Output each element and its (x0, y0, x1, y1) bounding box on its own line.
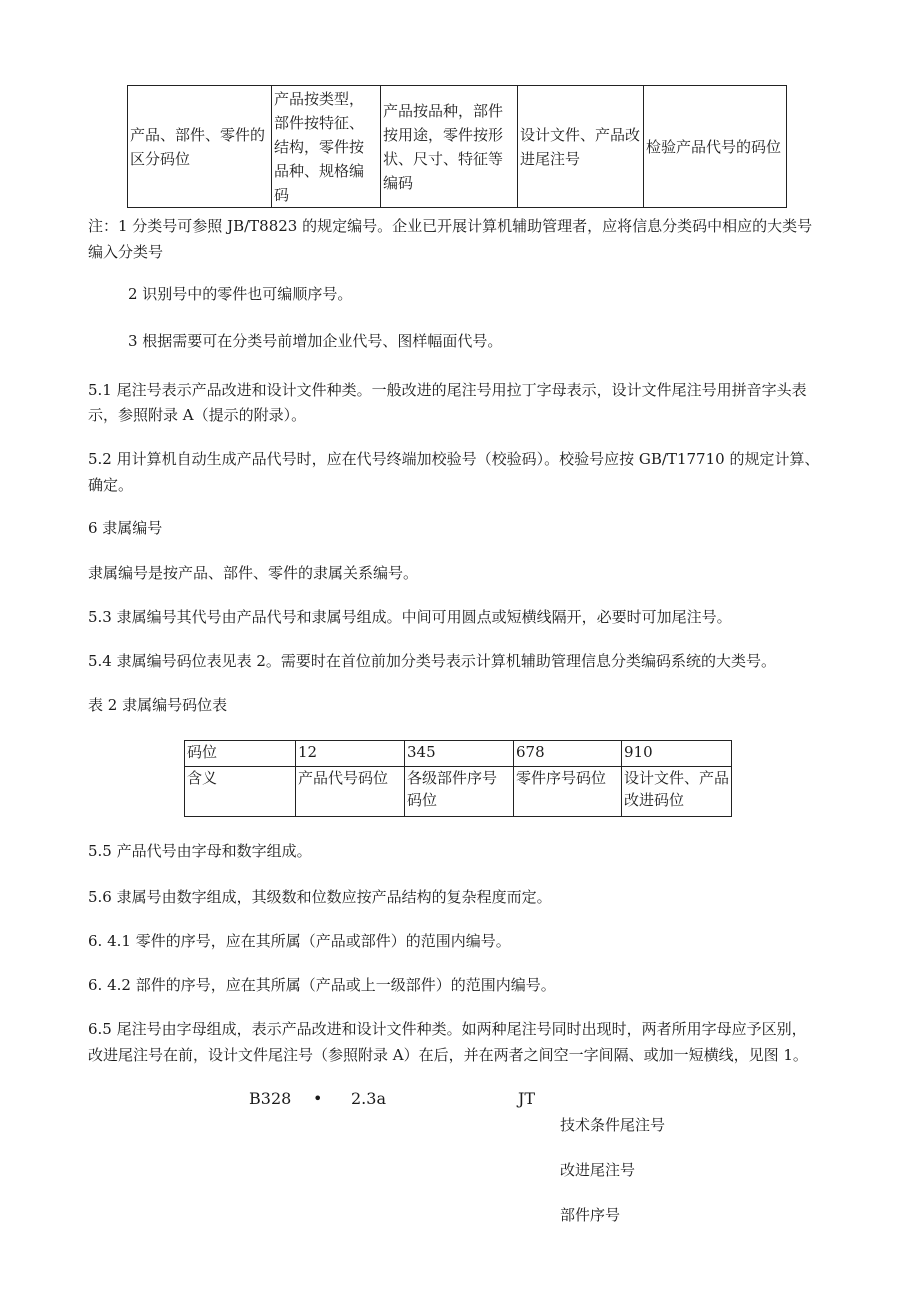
table2-cell: 含义 (185, 767, 296, 817)
note-2: 2 识别号中的零件也可编顺序号。 (128, 285, 353, 303)
para-6-4-2: 6. 4.2 部件的序号，应在其所属（产品或上一级部件）的范围内编号。 (88, 976, 556, 994)
table2-cell: 零件序号码位 (514, 767, 622, 817)
para-5-1-line-1: 5.1 尾注号表示产品改进和设计文件种类。一般改进的尾注号用拉丁字母表示，设计文件尾注号用拼音字头表 (88, 381, 807, 399)
section-6-heading: 6 隶属编号 (88, 519, 163, 537)
note-1-line-2: 编入分类号 (88, 243, 164, 261)
table2-cell: 各级部件序号码位 (405, 767, 514, 817)
table1-cell-4: 设计文件、产品改进尾注号 (518, 86, 644, 208)
para-6-4-1: 6. 4.1 零件的序号，应在其所属（产品或部件）的范围内编号。 (88, 932, 511, 950)
figure-code-suffix: JT (518, 1089, 536, 1108)
table2-header-cell: 码位 (185, 741, 296, 767)
table2-cell: 设计文件、产品改进码位 (622, 767, 732, 817)
table-2-caption: 表 2 隶属编号码位表 (88, 696, 228, 714)
table2-header-row (185, 741, 732, 767)
subordinate-code-table (184, 740, 732, 817)
table1-cell-3: 产品按品种，部件按用途，零件按形状、尺寸、特征等编码 (381, 86, 518, 208)
figure-label-tech-suffix: 技术条件尾注号 (560, 1116, 666, 1134)
para-5-4: 5.4 隶属编号码位表见表 2。需要时在首位前加分类号表示计算机辅助管理信息分类编码系统的大类号。 (88, 652, 776, 670)
figure-label-part-number: 部件序号 (560, 1206, 621, 1224)
para-5-2-line-1: 5.2 用计算机自动生成产品代号时，应在代号终端加校验号（校验码）。校验号应按 GB/T17710 的规定计算、 (88, 450, 820, 468)
para-6: 隶属编号是按产品、部件、零件的隶属关系编号。 (88, 564, 419, 582)
table2-header-cell: 12 (296, 741, 405, 767)
table2-header-cell: 678 (514, 741, 622, 767)
para-5-3: 5.3 隶属编号其代号由产品代号和隶属号组成。中间可用圆点或短横线隔开，必要时可加尾注号。 (88, 608, 732, 626)
table1-cell-2: 产品按类型，部件按特征、结构，零件按品种、规格编码 (272, 86, 381, 208)
table2-row (185, 767, 732, 817)
figure-code-part: 2.3a (351, 1089, 386, 1108)
para-6-5-line-2: 改进尾注号在前，设计文件尾注号（参照附录 A）在后，并在两者之间空一字间隔、或加一短横线，见图 1。 (88, 1046, 808, 1064)
table1-cell-5: 检验产品代号的码位 (644, 86, 787, 208)
figure-separator-dot: • (313, 1089, 323, 1108)
table2-header-cell: 910 (622, 741, 732, 767)
figure-code-product: B328 (249, 1089, 292, 1108)
para-6-5-line-1: 6.5 尾注号由字母组成，表示产品改进和设计文件种类。如两种尾注号同时出现时，两者所用字母应予区别， (88, 1020, 807, 1038)
figure-label-improve-suffix: 改进尾注号 (560, 1161, 636, 1179)
table1-cell-1: 产品、部件、零件的区分码位 (128, 86, 272, 208)
table2-cell: 产品代号码位 (296, 767, 405, 817)
para-5-2-line-2: 确定。 (88, 476, 134, 494)
para-5-1-line-2: 示，参照附录 A（提示的附录）。 (88, 406, 307, 424)
code-position-table (127, 85, 787, 208)
note-3: 3 根据需要可在分类号前增加企业代号、图样幅面代号。 (128, 332, 503, 350)
note-1-line-1: 注：1 分类号可参照 JB/T8823 的规定编号。企业已开展计算机辅助管理者，应将信息分类码中相应的大类号 (88, 217, 813, 235)
para-5-6: 5.6 隶属号由数字组成，其级数和位数应按产品结构的复杂程度而定。 (88, 888, 552, 906)
table2-header-cell: 345 (405, 741, 514, 767)
para-5-5: 5.5 产品代号由字母和数字组成。 (88, 842, 312, 860)
